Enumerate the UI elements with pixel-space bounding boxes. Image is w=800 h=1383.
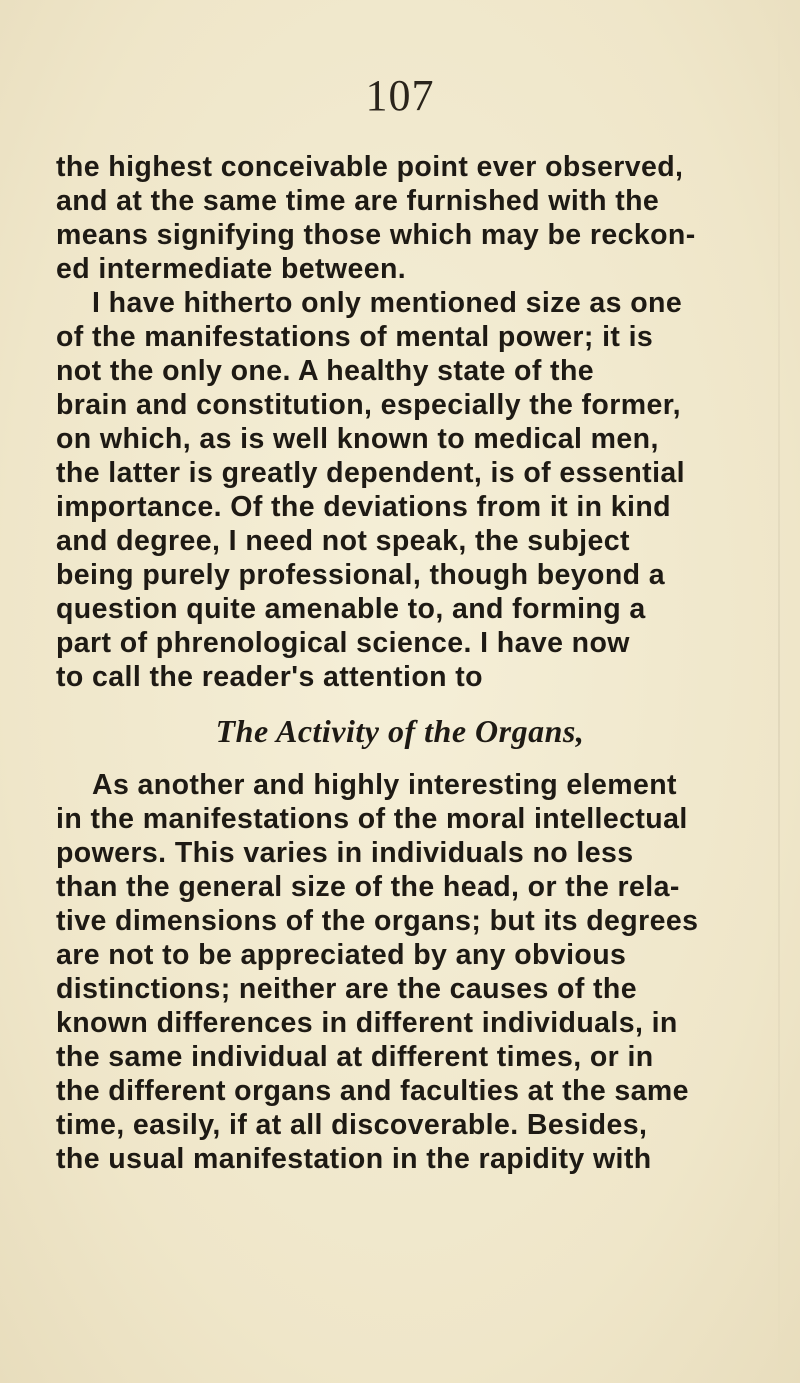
text-line: question quite amenable to, and forming a [56, 593, 646, 625]
text-line: and at the same time are furnished with the [56, 185, 660, 217]
text-line: powers. This varies in individuals no less [56, 837, 634, 869]
page-edge-shadow [778, 0, 780, 1383]
text-line: known differences in different individuals, in [56, 1007, 678, 1039]
text-line: than the general size of the head, or the rela- [56, 871, 680, 903]
text-line: not the only one. A healthy state of the [56, 355, 595, 387]
text-line: I have hitherto only mentioned size as one [92, 287, 683, 319]
section-heading: The Activity of the Organs, [215, 713, 585, 749]
text-line: importance. Of the deviations from it in kind [56, 491, 671, 523]
text-line: brain and constitution, especially the former, [56, 389, 681, 421]
text-line: As another and highly interesting element [92, 769, 677, 801]
text-line: the same individual at different times, or in [56, 1041, 654, 1073]
page-number: 107 [365, 71, 435, 120]
text-line: and degree, I need not speak, the subject [56, 525, 630, 557]
text-line: of the manifestations of mental power; it is [56, 321, 654, 353]
text-line: the latter is greatly dependent, is of essential [56, 457, 685, 489]
text-line: the usual manifestation in the rapidity with [56, 1143, 652, 1175]
text-line: in the manifestations of the moral intellectual [56, 803, 688, 835]
text-line: to call the reader's attention to [56, 661, 483, 693]
text-line: on which, as is well known to medical men, [56, 423, 659, 455]
text-line: time, easily, if at all discoverable. Besides, [56, 1109, 648, 1141]
text-line: the different organs and faculties at the same [56, 1075, 689, 1107]
text-line: the highest conceivable point ever observed, [56, 151, 684, 183]
text-line: being purely professional, though beyond a [56, 559, 666, 591]
text-line: tive dimensions of the organs; but its degrees [56, 905, 699, 937]
text-line: ed intermediate between. [56, 253, 407, 285]
text-line: distinctions; neither are the causes of the [56, 973, 637, 1005]
text-line: part of phrenological science. I have now [56, 627, 630, 659]
text-line: are not to be appreciated by any obvious [56, 939, 627, 971]
text-line: means signifying those which may be reckon- [56, 219, 696, 251]
